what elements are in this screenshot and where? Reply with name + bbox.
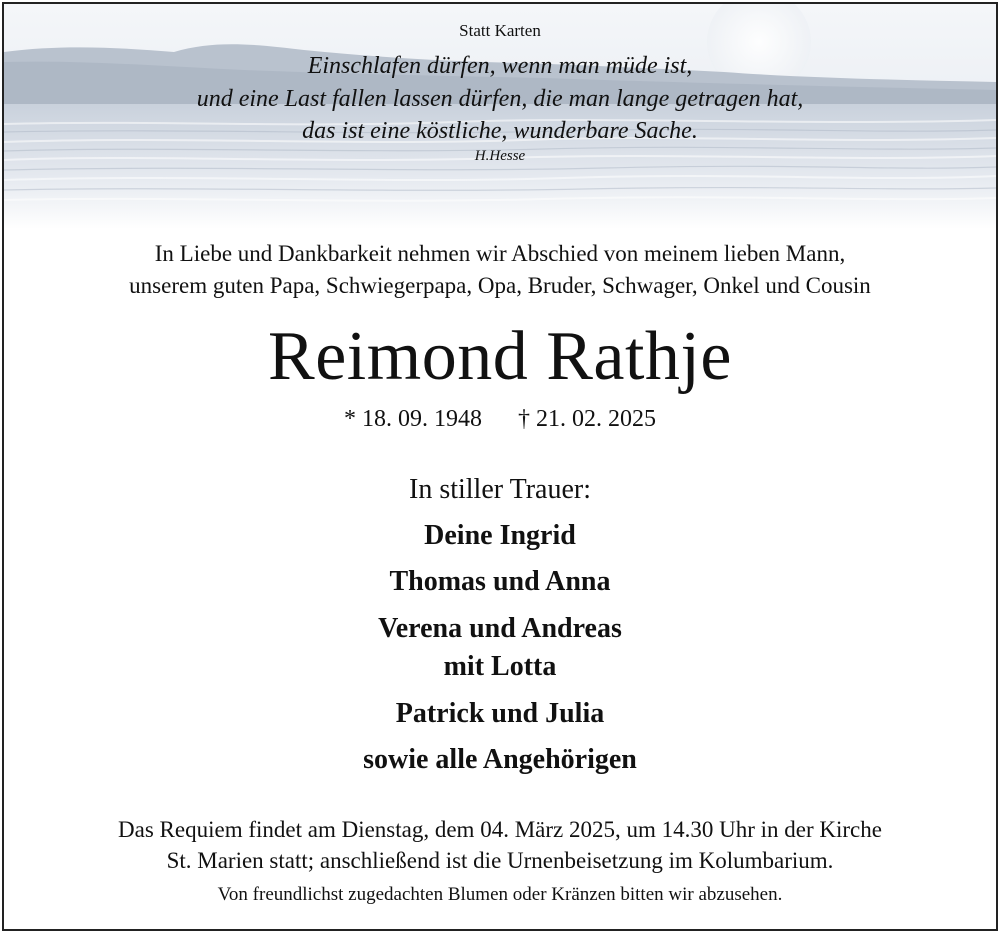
life-dates xyxy=(4,406,996,433)
poem-author: H.Hesse xyxy=(474,148,526,164)
mourner-name: Patrick und Julia xyxy=(395,698,605,729)
requiem-line-1: Das Requiem findet am Dienstag, dem 04. März 2025, um 14.30 Uhr in der Kirche xyxy=(118,817,882,842)
mourning-heading: In stiller Trauer: xyxy=(409,474,591,505)
obituary-card xyxy=(2,2,998,931)
death-date: † 21. 02. 2025 xyxy=(518,406,656,432)
mourner-name: Verena und Andreas xyxy=(378,613,622,644)
requiem-line-2: St. Marien statt; anschließend ist die Urnenbeisetzung im Kolumbarium. xyxy=(166,848,834,873)
poem-line-1: Einschlafen dürfen, wenn man müde ist, xyxy=(307,53,693,79)
deceased-name: Reimond Rathje xyxy=(268,318,732,395)
poem-line-2: und eine Last fallen lassen dürfen, die man lange getragen hat, xyxy=(196,86,804,112)
intro-line-1: In Liebe und Dankbarkeit nehmen wir Abschied von meinem lieben Mann, xyxy=(154,241,846,266)
intro-line-2: unserem guten Papa, Schwiegerpapa, Opa, Bruder, Schwager, Onkel und Cousin xyxy=(129,273,871,298)
mourner-name: sowie alle Angehörigen xyxy=(363,744,637,775)
mourner-name: Deine Ingrid xyxy=(424,520,576,551)
birth-date: * 18. 09. 1948 xyxy=(344,406,482,432)
statt-karten-label: Statt Karten xyxy=(459,21,541,40)
mourner-name: mit Lotta xyxy=(443,651,557,682)
poem-line-3: das ist eine köstliche, wunderbare Sache. xyxy=(302,118,698,144)
flowers-note: Von freundlichst zugedachten Blumen oder Kränzen bitten wir abzusehen. xyxy=(217,884,783,905)
mourner-name: Thomas und Anna xyxy=(389,566,611,597)
